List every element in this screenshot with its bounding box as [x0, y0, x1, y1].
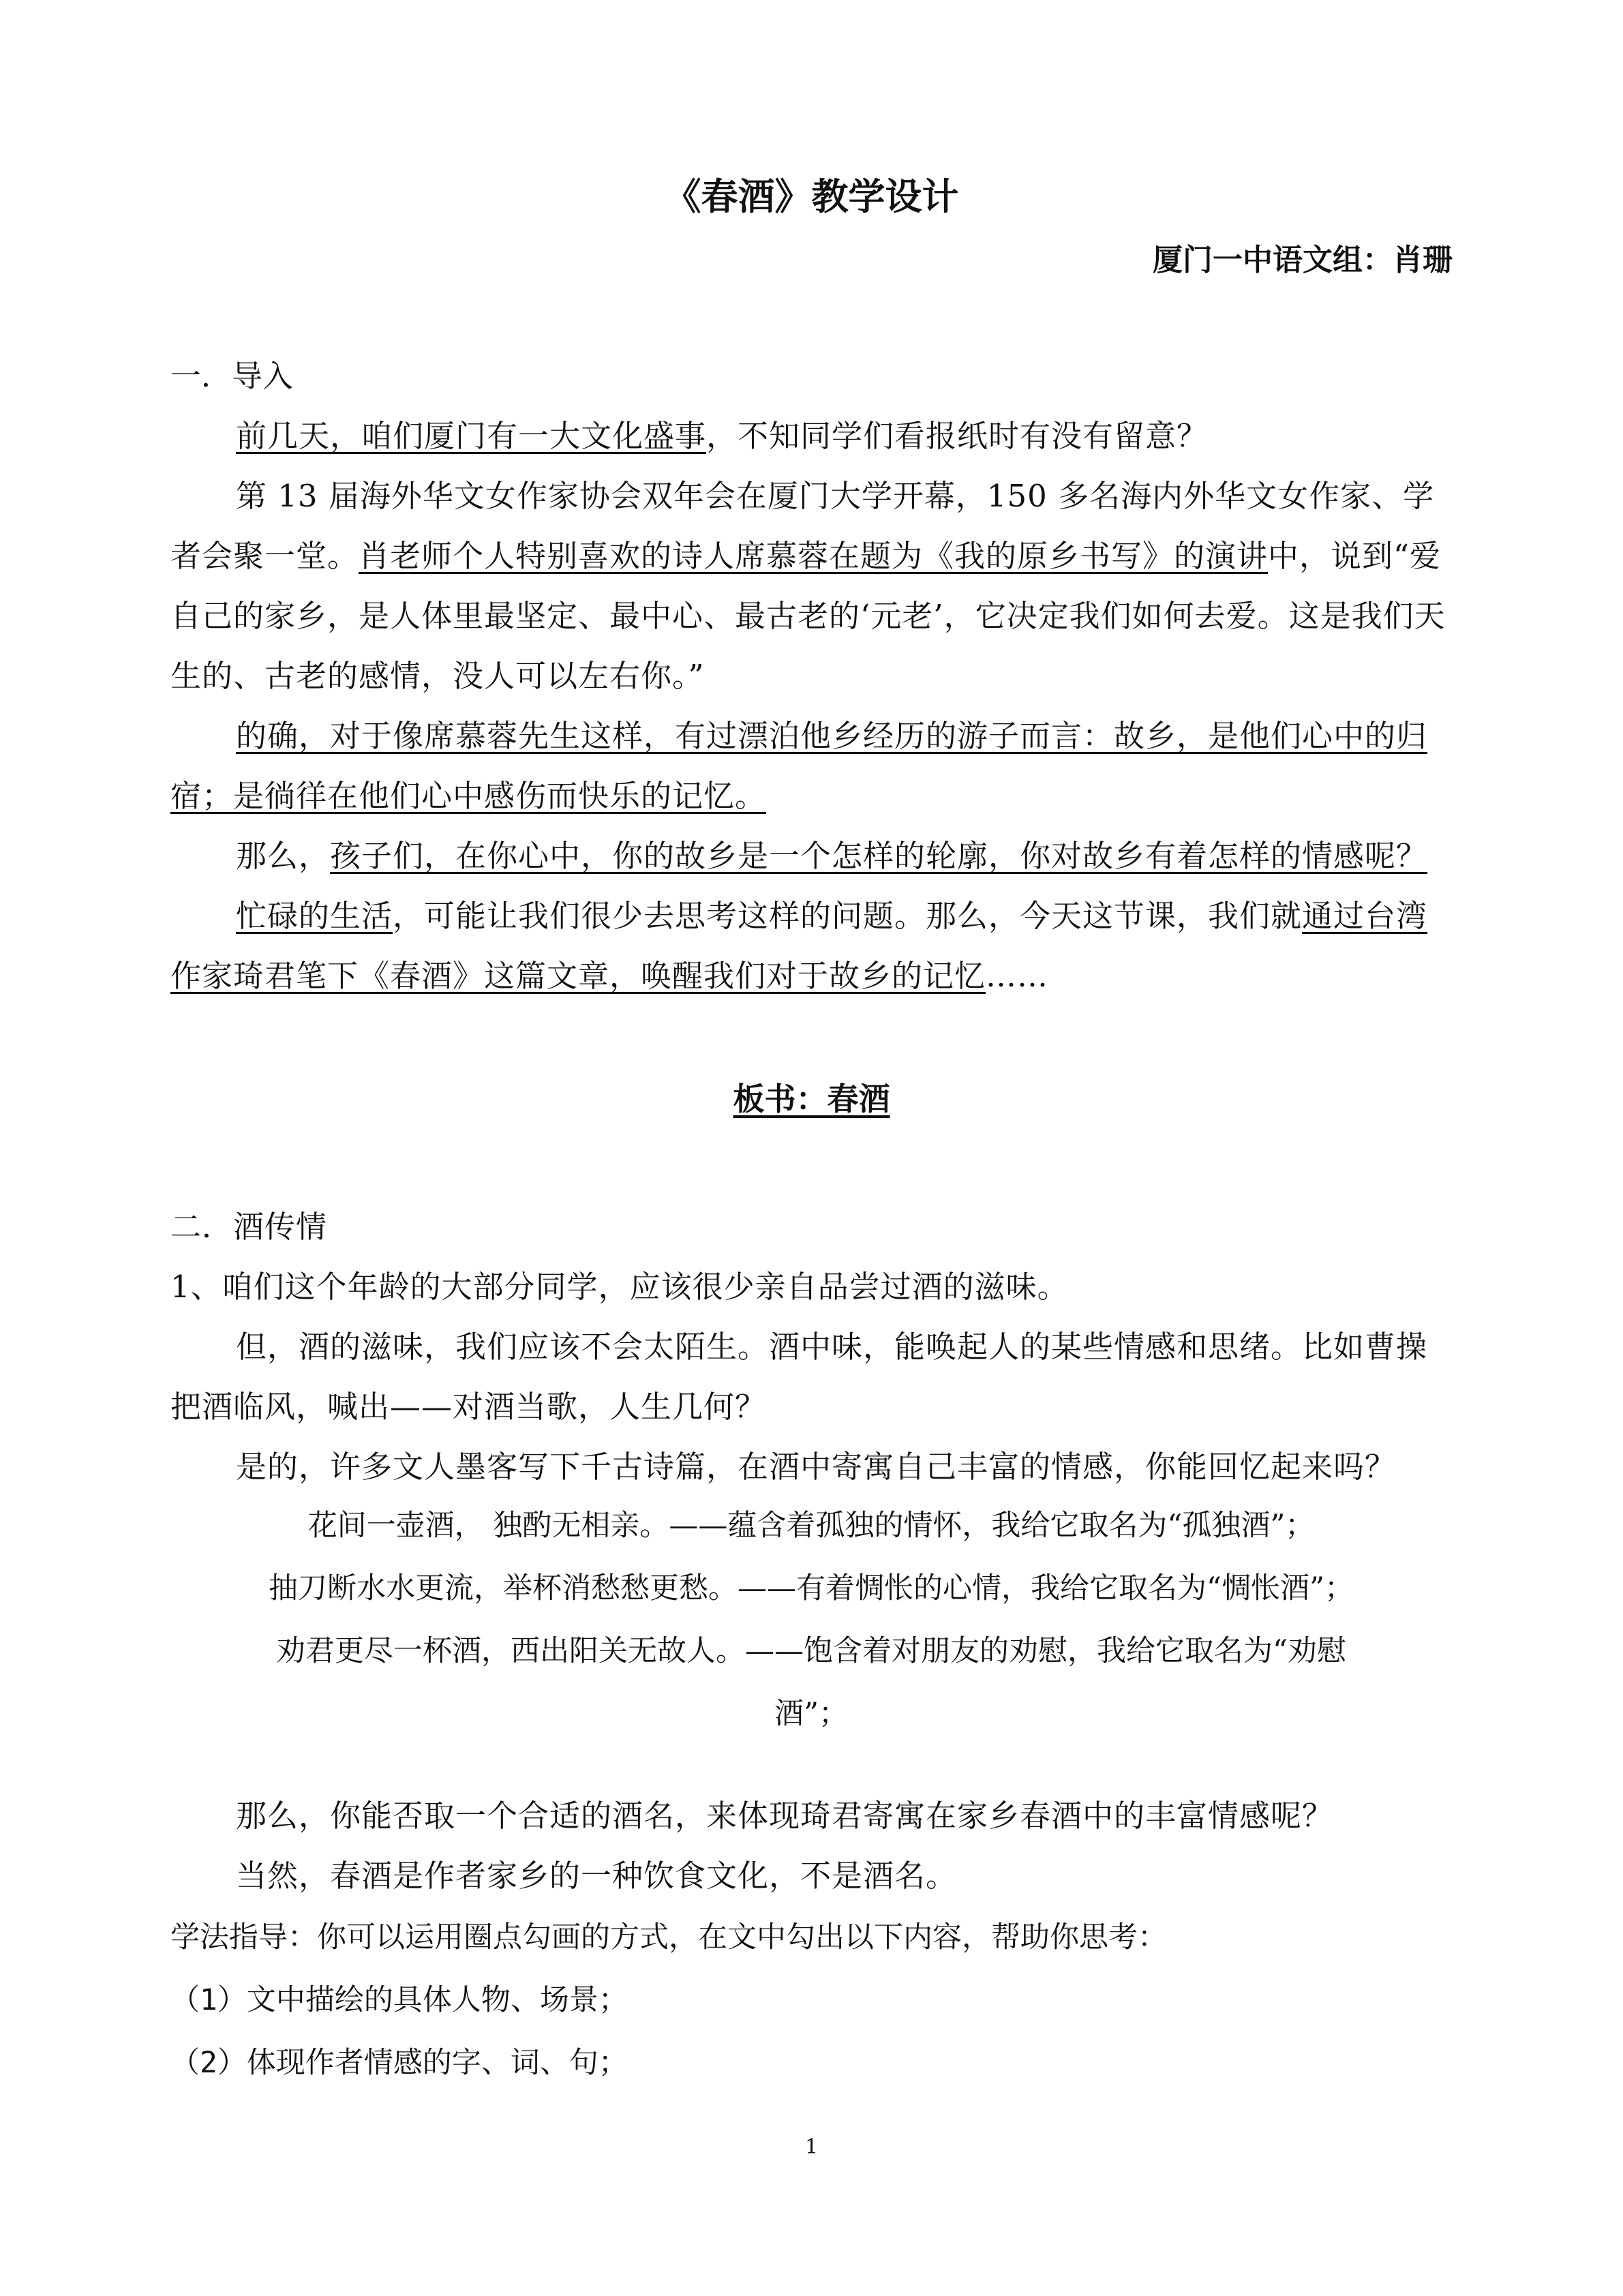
paragraph-text: ，不知同学们看报纸时有没有留意？ — [706, 418, 1209, 454]
board-heading — [0, 1072, 1623, 1126]
intro-paragraph-3 — [170, 706, 1452, 826]
section-2-heading: 二．酒传情 — [170, 1209, 328, 1245]
section-2-paragraph-1: 1、咱们这个年龄的大部分同学，应该很少亲自品尝过酒的滋味。 — [170, 1269, 1069, 1305]
poem-line: 花间一壶酒， 独酌无相亲。——蕴含着孤独的情怀，我给它取名为“孤独酒”； — [307, 1509, 1315, 1543]
intro-paragraph-2 — [170, 466, 1452, 706]
study-guide: 学法指导：你可以运用圈点勾画的方式，在文中勾出以下内容，帮助你思考： — [170, 1920, 1167, 1954]
guide-list-item: （2）体现作者情感的字、词、句； — [170, 2046, 628, 2080]
section-2-paragraph-2: 但，酒的滋味，我们应该不会太陌生。酒中味，能唤起人的某些情感和思绪。比如曹操把酒临风，喊出——对酒当歌，人生几何？ — [170, 1329, 1428, 1425]
section-2-paragraph-5: 当然，春酒是作者家乡的一种饮食文化，不是酒名。 — [236, 1858, 958, 1894]
underlined-text: 通过台湾作家琦君笔下《春酒》这篇文章，唤醒我们对于故乡的记忆 — [170, 898, 1428, 994]
guide-list-item: （1）文中描绘的具体人物、场景； — [170, 1983, 628, 2017]
document-title: 《春酒》教学设计 — [664, 175, 959, 218]
section-2-body — [170, 1197, 1452, 1497]
paragraph-text: 中，说到“爱自己的家乡，是人体里最坚定、最中心、最古老的‘元老’，它决定我们如何去爱。这是我们天生的、古老的感情，没人可以左右你。” — [170, 538, 1446, 694]
paragraph-text: 第 13 届海外华文女作家协会双年会在厦门大学开幕，150 多名海内外华文女作家、学者会聚一堂。 — [170, 478, 1435, 574]
board-text: 板书：春酒 — [733, 1081, 890, 1117]
page-number: 1 — [804, 2135, 819, 2159]
underlined-text: 前几天，咱们厦门有一大文化盛事 — [236, 418, 707, 454]
paragraph-text: …… — [986, 958, 1049, 994]
section-1 — [170, 346, 1452, 406]
section-1-heading: 一．导入 — [170, 358, 294, 394]
section-2-continued — [170, 1786, 1452, 2094]
poem-line: 劝君更尽一杯酒，西出阳关无故人。——饱含着对朋友的劝慰，我给它取名为“劝慰 — [276, 1634, 1346, 1668]
underlined-text: 肖老师个人特别喜欢的诗人席慕蓉在题为《我的原乡书写》的演讲 — [359, 538, 1269, 574]
author-line: 厦门一中语文组：肖珊 — [1153, 243, 1453, 277]
poem-lines — [170, 1494, 1452, 1745]
intro-paragraph-1 — [170, 406, 1452, 466]
paragraph-text: ，可能让我们很少去思考这样的问题。那么，今天这节课，我们就 — [393, 898, 1303, 934]
underlined-text: 忙碌的生活 — [236, 898, 393, 934]
poem-line: 抽刀断水水更流，举杯消愁愁更愁。——有着惆怅的心情，我给它取名为“惆怅酒”； — [269, 1571, 1354, 1605]
underlined-text: 的确，对于像席慕蓉先生这样，有过漂泊他乡经历的游子而言：故乡，是他们心中的归宿；是徜徉在他们心中感伤而快乐的记忆。 — [170, 718, 1428, 814]
intro-paragraph-5 — [170, 886, 1452, 1006]
underlined-text: 孩子们，在你心中，你的故乡是一个怎样的轮廓，你对故乡有着怎样的情感呢？ — [330, 838, 1428, 874]
section-2-paragraph-4: 那么，你能否取一个合适的酒名，来体现琦君寄寓在家乡春酒中的丰富情感呢？ — [236, 1798, 1334, 1834]
paragraph-text: 那么， — [236, 838, 331, 874]
intro-paragraph-4 — [170, 826, 1452, 886]
poem-line: 酒”； — [774, 1697, 848, 1731]
section-1-body — [170, 406, 1452, 1006]
section-2-paragraph-3: 是的，许多文人墨客写下千古诗篇，在酒中寄寓自己丰富的情感，你能回忆起来吗？ — [236, 1449, 1397, 1485]
